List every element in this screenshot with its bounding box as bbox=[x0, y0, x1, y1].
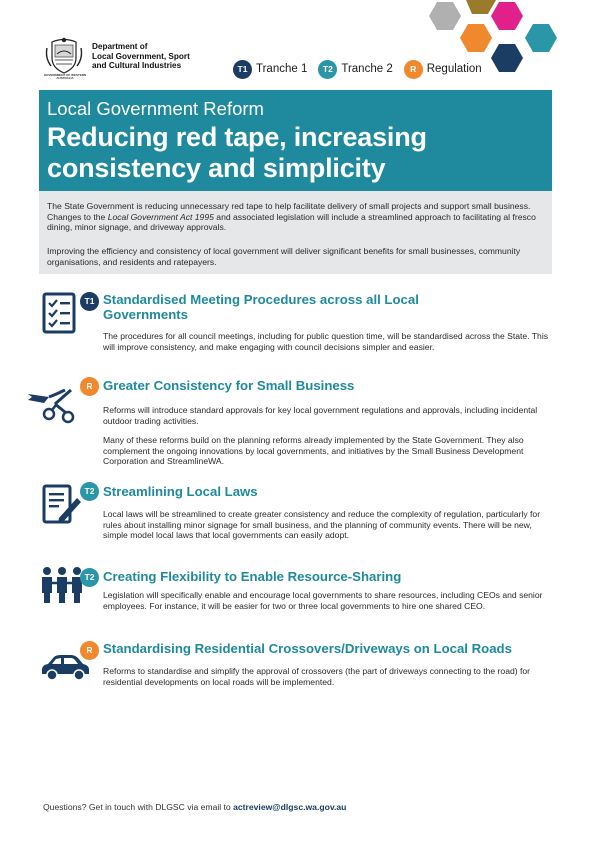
people-group-icon bbox=[40, 565, 84, 609]
department-line: and Cultural Industries bbox=[92, 61, 182, 71]
intro-panel bbox=[39, 191, 552, 274]
section-title: Greater Consistency for Small Business bbox=[103, 378, 355, 393]
section-body: Many of these reforms build on the planning reforms already implemented by the State Government. They also complement the ongoing innovations by local governments, and initiatives by the Small Business Development Corporation and StreamlineWA. bbox=[103, 435, 524, 467]
footer-contact bbox=[43, 802, 346, 812]
document-pen-icon bbox=[41, 484, 85, 528]
section-title: Standardised Meeting Procedures across all Local Governments bbox=[103, 292, 419, 322]
regulation-badge: R bbox=[404, 60, 423, 79]
section-body: Local laws will be streamlined to create greater consistency and reduce the complexity of regulation, particularly for rules about installing minor signage for small business, and the planning of community events. There will be new, simple model local laws that local governments can easily adopt. bbox=[103, 509, 541, 541]
section-body: Reforms will introduce standard approvals for key local government regulations and approvals, including incidental outdoor trading activities. bbox=[103, 405, 538, 426]
hexagon-navy bbox=[491, 44, 523, 72]
tranche-2-badge: T2 bbox=[318, 60, 337, 79]
hexagon-decoration bbox=[422, 0, 595, 80]
department-name bbox=[92, 42, 222, 71]
section-body: Reforms to standardise and simplify the approval of crossovers (the part of driveways connecting to the road) for residential developments on local roads will be implemented. bbox=[103, 666, 531, 687]
regulation-badge: R bbox=[80, 641, 99, 660]
government-crest-icon bbox=[44, 36, 84, 76]
legend-label: Regulation bbox=[426, 63, 482, 75]
section-title: Streamlining Local Laws bbox=[103, 484, 258, 499]
section-body: Legislation will specifically enable and encourage local governments to share resources, including CEOs and senior employees. For instance, it will be easier for two or three local governments to hire one shared CEO. bbox=[103, 590, 543, 611]
intro-paragraph: Improving the efficiency and consistency of local government will deliver significant benefits for small businesses, community organisations, and residents and ratepayers. bbox=[47, 246, 521, 267]
hexagon-gray bbox=[429, 2, 461, 30]
hexagon-teal bbox=[525, 24, 557, 52]
footer-text: Questions? Get in touch with DLGSC via email to bbox=[43, 802, 234, 812]
department-line: Local Government, Sport bbox=[92, 51, 190, 61]
legend-label: Tranche 1 bbox=[256, 63, 308, 75]
tranche-2-badge: T2 bbox=[80, 568, 99, 587]
section-title: Creating Flexibility to Enable Resource-Sharing bbox=[103, 569, 402, 584]
page-title: Reducing red tape, increasing consistency and simplicity bbox=[47, 122, 427, 183]
banner-kicker: Local Government Reform bbox=[47, 98, 264, 119]
act-name: Local Government Act 1995 bbox=[107, 211, 214, 222]
tranche-1-badge: T1 bbox=[80, 292, 99, 311]
tranche-1-badge: T1 bbox=[233, 60, 252, 79]
hexagon-magenta bbox=[491, 2, 523, 30]
hexagon-orange bbox=[460, 24, 492, 52]
department-line: Department of bbox=[92, 42, 148, 51]
crest-caption: GOVERNMENT OF WESTERN AUSTRALIA bbox=[43, 73, 87, 81]
regulation-badge: R bbox=[80, 377, 99, 396]
scissors-ribbon-icon bbox=[27, 384, 77, 428]
tranche-2-badge: T2 bbox=[80, 482, 99, 501]
checklist-icon bbox=[41, 292, 85, 336]
section-body: The procedures for all council meetings, including for public question time, will be standardised across the State. This will improve consistency, and make engaging with council decisions simpler and easier. bbox=[103, 331, 549, 352]
contact-email-link[interactable]: actreview@dlgsc.wa.gov.au bbox=[233, 802, 347, 812]
section-title: Standardising Residential Crossovers/Driveways on Local Roads bbox=[103, 641, 512, 656]
hexagon-gold bbox=[466, 0, 496, 14]
intro-paragraph: The State Government is reducing unnecessary red tape to help facilitate delivery of small projects and support small business. Changes to the Local Government Act 1995 and associated legislation will include a streamlined approach to facilitating al fresco dining, minor signage, and driveway approvals. bbox=[47, 201, 536, 233]
legend-label: Tranche 2 bbox=[341, 63, 393, 75]
